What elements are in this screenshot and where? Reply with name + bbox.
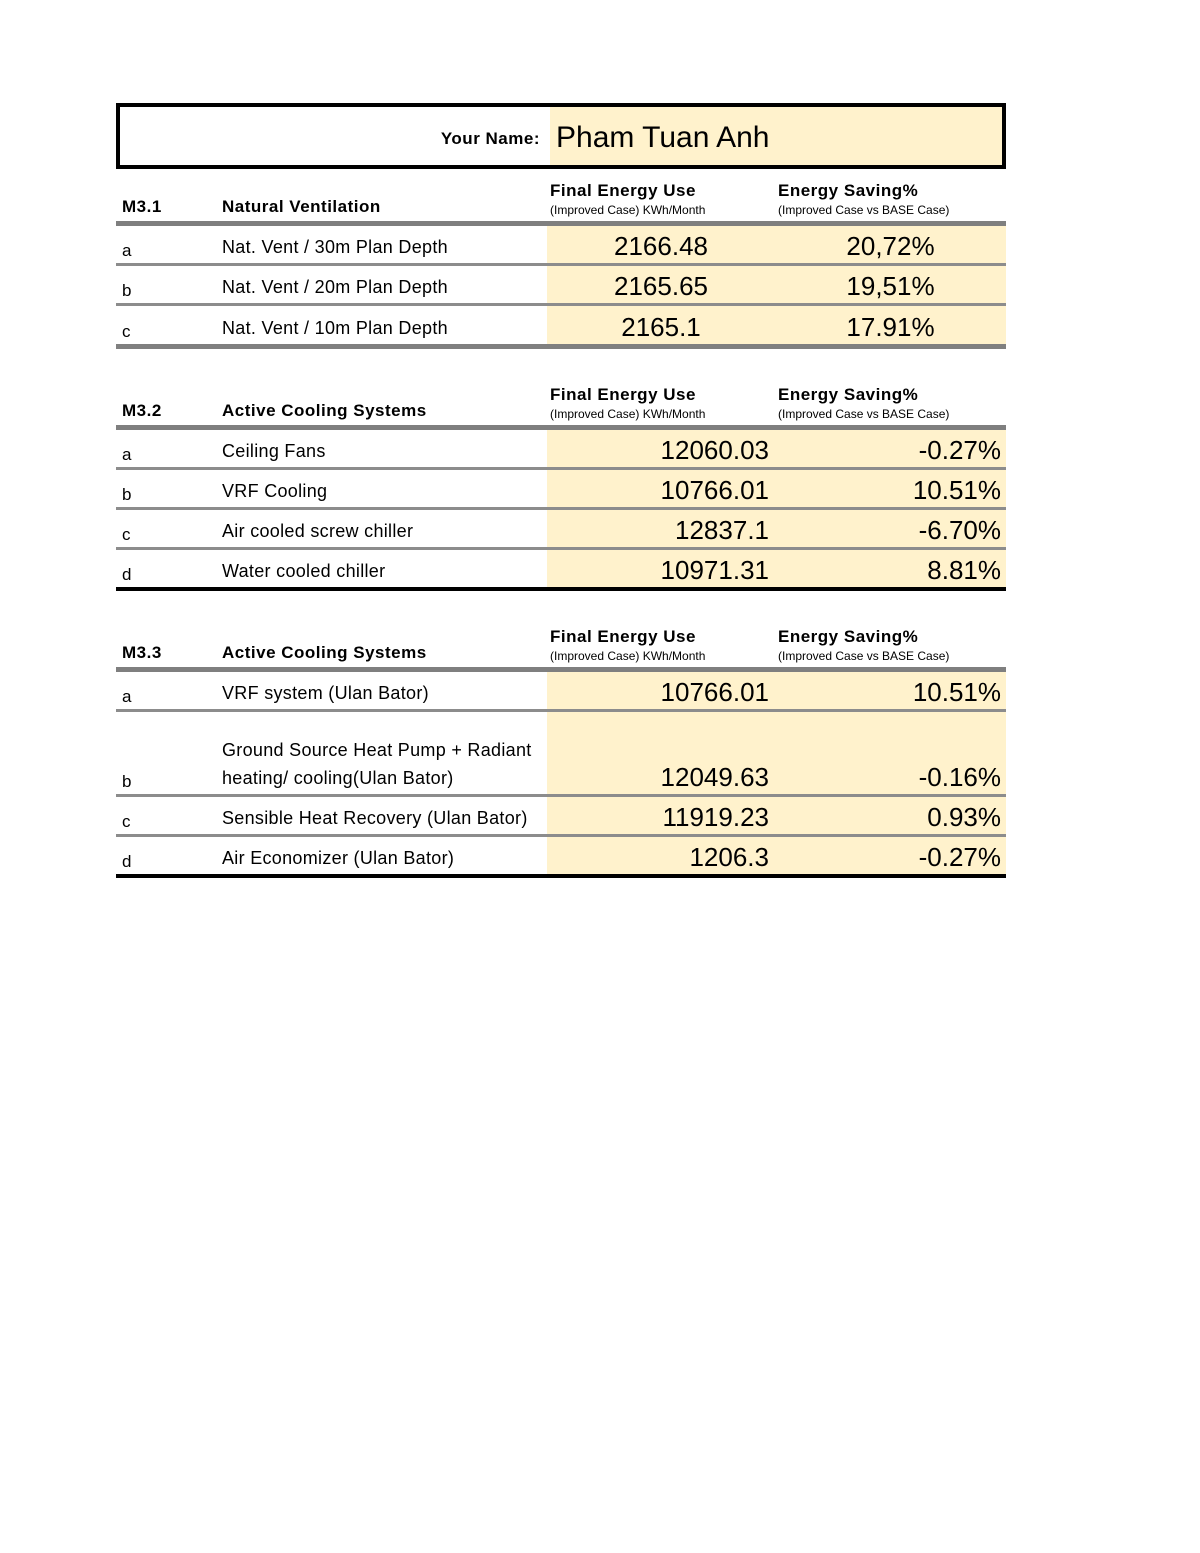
row-description: Water cooled chiller bbox=[222, 561, 386, 581]
energy-value-cell[interactable]: 2165.1 bbox=[621, 312, 701, 342]
saving-value-cell[interactable]: -0.27% bbox=[918, 435, 1001, 465]
table-row bbox=[116, 226, 1006, 266]
row-letter: a bbox=[122, 445, 132, 464]
section-m3-1 bbox=[116, 169, 1006, 349]
energy-value-cell[interactable]: 12060.03 bbox=[660, 435, 769, 465]
section-title: Active Cooling Systems bbox=[222, 643, 427, 662]
row-description: Air Economizer (Ulan Bator) bbox=[222, 848, 455, 868]
row-letter: d bbox=[122, 565, 132, 584]
col-energy-sub: (Improved Case) KWh/Month bbox=[550, 407, 706, 421]
table-row bbox=[116, 797, 1006, 837]
section-code: M3.1 bbox=[122, 197, 162, 216]
row-description: Nat. Vent / 10m Plan Depth bbox=[222, 318, 448, 338]
energy-value-cell[interactable]: 10971.31 bbox=[660, 555, 769, 585]
section-header bbox=[116, 373, 1006, 425]
saving-value-cell[interactable]: -6.70% bbox=[918, 515, 1001, 545]
col-energy-header bbox=[550, 627, 705, 663]
energy-value-cell[interactable]: 10766.01 bbox=[660, 475, 769, 505]
saving-value-cell[interactable]: 10.51% bbox=[912, 677, 1001, 707]
row-description: Nat. Vent / 30m Plan Depth bbox=[222, 237, 448, 257]
row-letter: b bbox=[122, 281, 132, 300]
table-row bbox=[116, 672, 1006, 712]
name-value-cell[interactable]: Pham Tuan Anh bbox=[550, 107, 1002, 165]
energy-value-cell[interactable]: 2166.48 bbox=[614, 231, 708, 261]
row-description: VRF system (Ulan Bator) bbox=[222, 683, 429, 703]
saving-value-cell[interactable]: -0.16% bbox=[918, 762, 1001, 792]
energy-value-cell[interactable]: 12837.1 bbox=[675, 515, 769, 545]
table-row bbox=[116, 430, 1006, 470]
row-letter: d bbox=[122, 852, 132, 871]
row-description: Ground Source Heat Pump + Radiant heating/ cooling(Ulan Bator) bbox=[222, 740, 532, 788]
name-box bbox=[116, 103, 1006, 169]
section-m3-3 bbox=[116, 615, 1006, 878]
section-m3-2 bbox=[116, 373, 1006, 591]
row-description: Air cooled screw chiller bbox=[222, 521, 414, 541]
col-saving-header bbox=[778, 385, 949, 421]
energy-value-cell[interactable]: 1206.3 bbox=[689, 842, 769, 872]
table-row bbox=[116, 550, 1006, 591]
col-energy-title: Final Energy Use bbox=[550, 385, 696, 404]
row-letter: c bbox=[122, 525, 131, 544]
row-letter: c bbox=[122, 812, 131, 831]
col-energy-header bbox=[550, 385, 705, 421]
energy-value-cell[interactable]: 12049.63 bbox=[660, 762, 769, 792]
row-letter: b bbox=[122, 772, 132, 791]
col-saving-sub: (Improved Case vs BASE Case) bbox=[778, 407, 950, 421]
energy-value-cell[interactable]: 2165.65 bbox=[614, 271, 708, 301]
saving-value-cell[interactable]: 10.51% bbox=[912, 475, 1001, 505]
col-saving-sub: (Improved Case vs BASE Case) bbox=[778, 203, 950, 217]
table-row bbox=[116, 510, 1006, 550]
row-description: Nat. Vent / 20m Plan Depth bbox=[222, 277, 448, 297]
row-description: Sensible Heat Recovery (Ulan Bator) bbox=[222, 808, 528, 828]
section-header bbox=[116, 615, 1006, 667]
saving-value-cell[interactable]: 19,51% bbox=[846, 271, 935, 301]
col-energy-sub: (Improved Case) KWh/Month bbox=[550, 203, 706, 217]
saving-value-cell[interactable]: -0.27% bbox=[918, 842, 1001, 872]
section-code: M3.3 bbox=[122, 643, 162, 662]
table-row bbox=[116, 306, 1006, 349]
table-row bbox=[116, 712, 1006, 797]
row-description: Ceiling Fans bbox=[222, 441, 326, 461]
col-energy-header bbox=[550, 181, 705, 217]
col-saving-sub: (Improved Case vs BASE Case) bbox=[778, 649, 950, 663]
col-saving-title: Energy Saving% bbox=[778, 385, 919, 404]
table-row bbox=[116, 470, 1006, 510]
col-saving-title: Energy Saving% bbox=[778, 181, 919, 200]
energy-value-cell[interactable]: 10766.01 bbox=[660, 677, 769, 707]
energy-value-cell[interactable]: 11919.23 bbox=[662, 802, 769, 832]
saving-value-cell[interactable]: 17.91% bbox=[846, 312, 935, 342]
table-row bbox=[116, 837, 1006, 878]
col-energy-title: Final Energy Use bbox=[550, 627, 696, 646]
section-header bbox=[116, 169, 1006, 221]
col-energy-title: Final Energy Use bbox=[550, 181, 696, 200]
row-letter: b bbox=[122, 485, 132, 504]
col-saving-header bbox=[778, 627, 949, 663]
row-letter: a bbox=[122, 687, 132, 706]
saving-value-cell[interactable]: 8.81% bbox=[927, 555, 1001, 585]
row-letter: a bbox=[122, 241, 132, 260]
section-code: M3.2 bbox=[122, 401, 162, 420]
saving-value-cell[interactable]: 0.93% bbox=[927, 802, 1001, 832]
saving-value-cell[interactable]: 20,72% bbox=[846, 231, 935, 261]
col-saving-header bbox=[778, 181, 949, 217]
section-title: Natural Ventilation bbox=[222, 197, 381, 216]
name-label: Your Name: bbox=[440, 129, 540, 148]
section-title: Active Cooling Systems bbox=[222, 401, 427, 420]
col-saving-title: Energy Saving% bbox=[778, 627, 919, 646]
row-description: VRF Cooling bbox=[222, 481, 328, 501]
col-energy-sub: (Improved Case) KWh/Month bbox=[550, 649, 706, 663]
row-letter: c bbox=[122, 322, 131, 341]
table-row bbox=[116, 266, 1006, 306]
